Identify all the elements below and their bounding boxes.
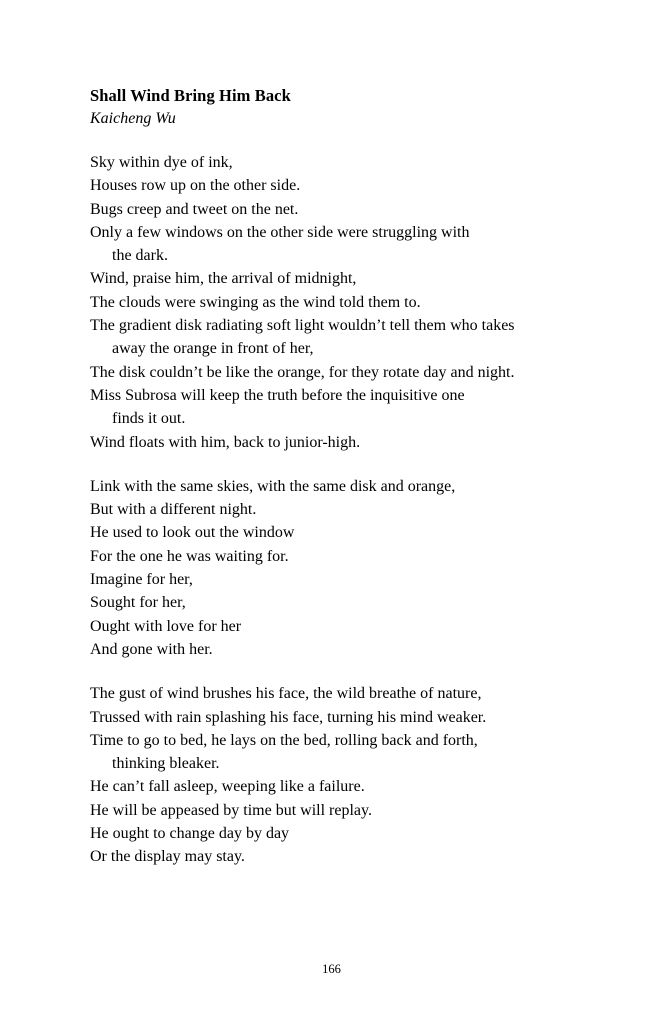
poem-line: Wind floats with him, back to junior-high. bbox=[90, 433, 361, 451]
poem-stanza bbox=[90, 151, 590, 454]
poem-line: Only a few windows on the other side were struggling with bbox=[90, 223, 470, 241]
poem-line: He used to look out the window bbox=[90, 524, 295, 542]
poem-line: Bugs creep and tweet on the net. bbox=[90, 200, 299, 218]
poem-title: Shall Wind Bring Him Back bbox=[90, 86, 291, 105]
poem-line: And gone with her. bbox=[90, 640, 213, 658]
poem-author: Kaicheng Wu bbox=[90, 110, 176, 127]
poem-line: Houses row up on the other side. bbox=[90, 177, 301, 195]
poem-line: away the orange in front of her, bbox=[112, 340, 314, 358]
poem-line: Sky within dye of ink, bbox=[90, 154, 233, 171]
poem-line: But with a different night. bbox=[90, 501, 257, 519]
poem-line: The clouds were swinging as the wind told them to. bbox=[90, 293, 421, 311]
poem-stanzas bbox=[90, 151, 590, 869]
poem-line: Miss Subrosa will keep the truth before the inquisitive one bbox=[90, 386, 465, 404]
poem-line: He ought to change day by day bbox=[90, 825, 290, 843]
poem-line: Or the display may stay. bbox=[90, 848, 245, 866]
poem-body bbox=[90, 84, 590, 869]
poem-line: He can’t fall asleep, weeping like a failure. bbox=[90, 778, 365, 796]
poem-line: the dark. bbox=[112, 247, 168, 265]
poem-line: He will be appeased by time but will replay. bbox=[90, 801, 372, 819]
poem-line: Link with the same skies, with the same disk and orange, bbox=[90, 477, 456, 495]
poem-line: The gradient disk radiating soft light wouldn’t tell them who takes bbox=[90, 317, 515, 335]
poem-stanza bbox=[90, 475, 590, 661]
poem-line: finds it out. bbox=[112, 410, 186, 428]
poem-line: The gust of wind brushes his face, the wild breathe of nature, bbox=[90, 685, 482, 703]
poem-line: Imagine for her, bbox=[90, 571, 193, 589]
poem-line: For the one he was waiting for. bbox=[90, 547, 289, 565]
poem-line: Sought for her, bbox=[90, 594, 186, 612]
poem-line: Trussed with rain splashing his face, turning his mind weaker. bbox=[90, 708, 487, 726]
poem-line: thinking bleaker. bbox=[112, 755, 220, 773]
poem-stanza bbox=[90, 682, 590, 868]
poem-line: Time to go to bed, he lays on the bed, rolling back and forth, bbox=[90, 731, 478, 749]
poem-line: The disk couldn’t be like the orange, for they rotate day and night. bbox=[90, 363, 515, 381]
poem-line: Ought with love for her bbox=[90, 617, 242, 635]
poem-line: Wind, praise him, the arrival of midnight, bbox=[90, 270, 357, 288]
page-number: 166 bbox=[322, 962, 341, 976]
